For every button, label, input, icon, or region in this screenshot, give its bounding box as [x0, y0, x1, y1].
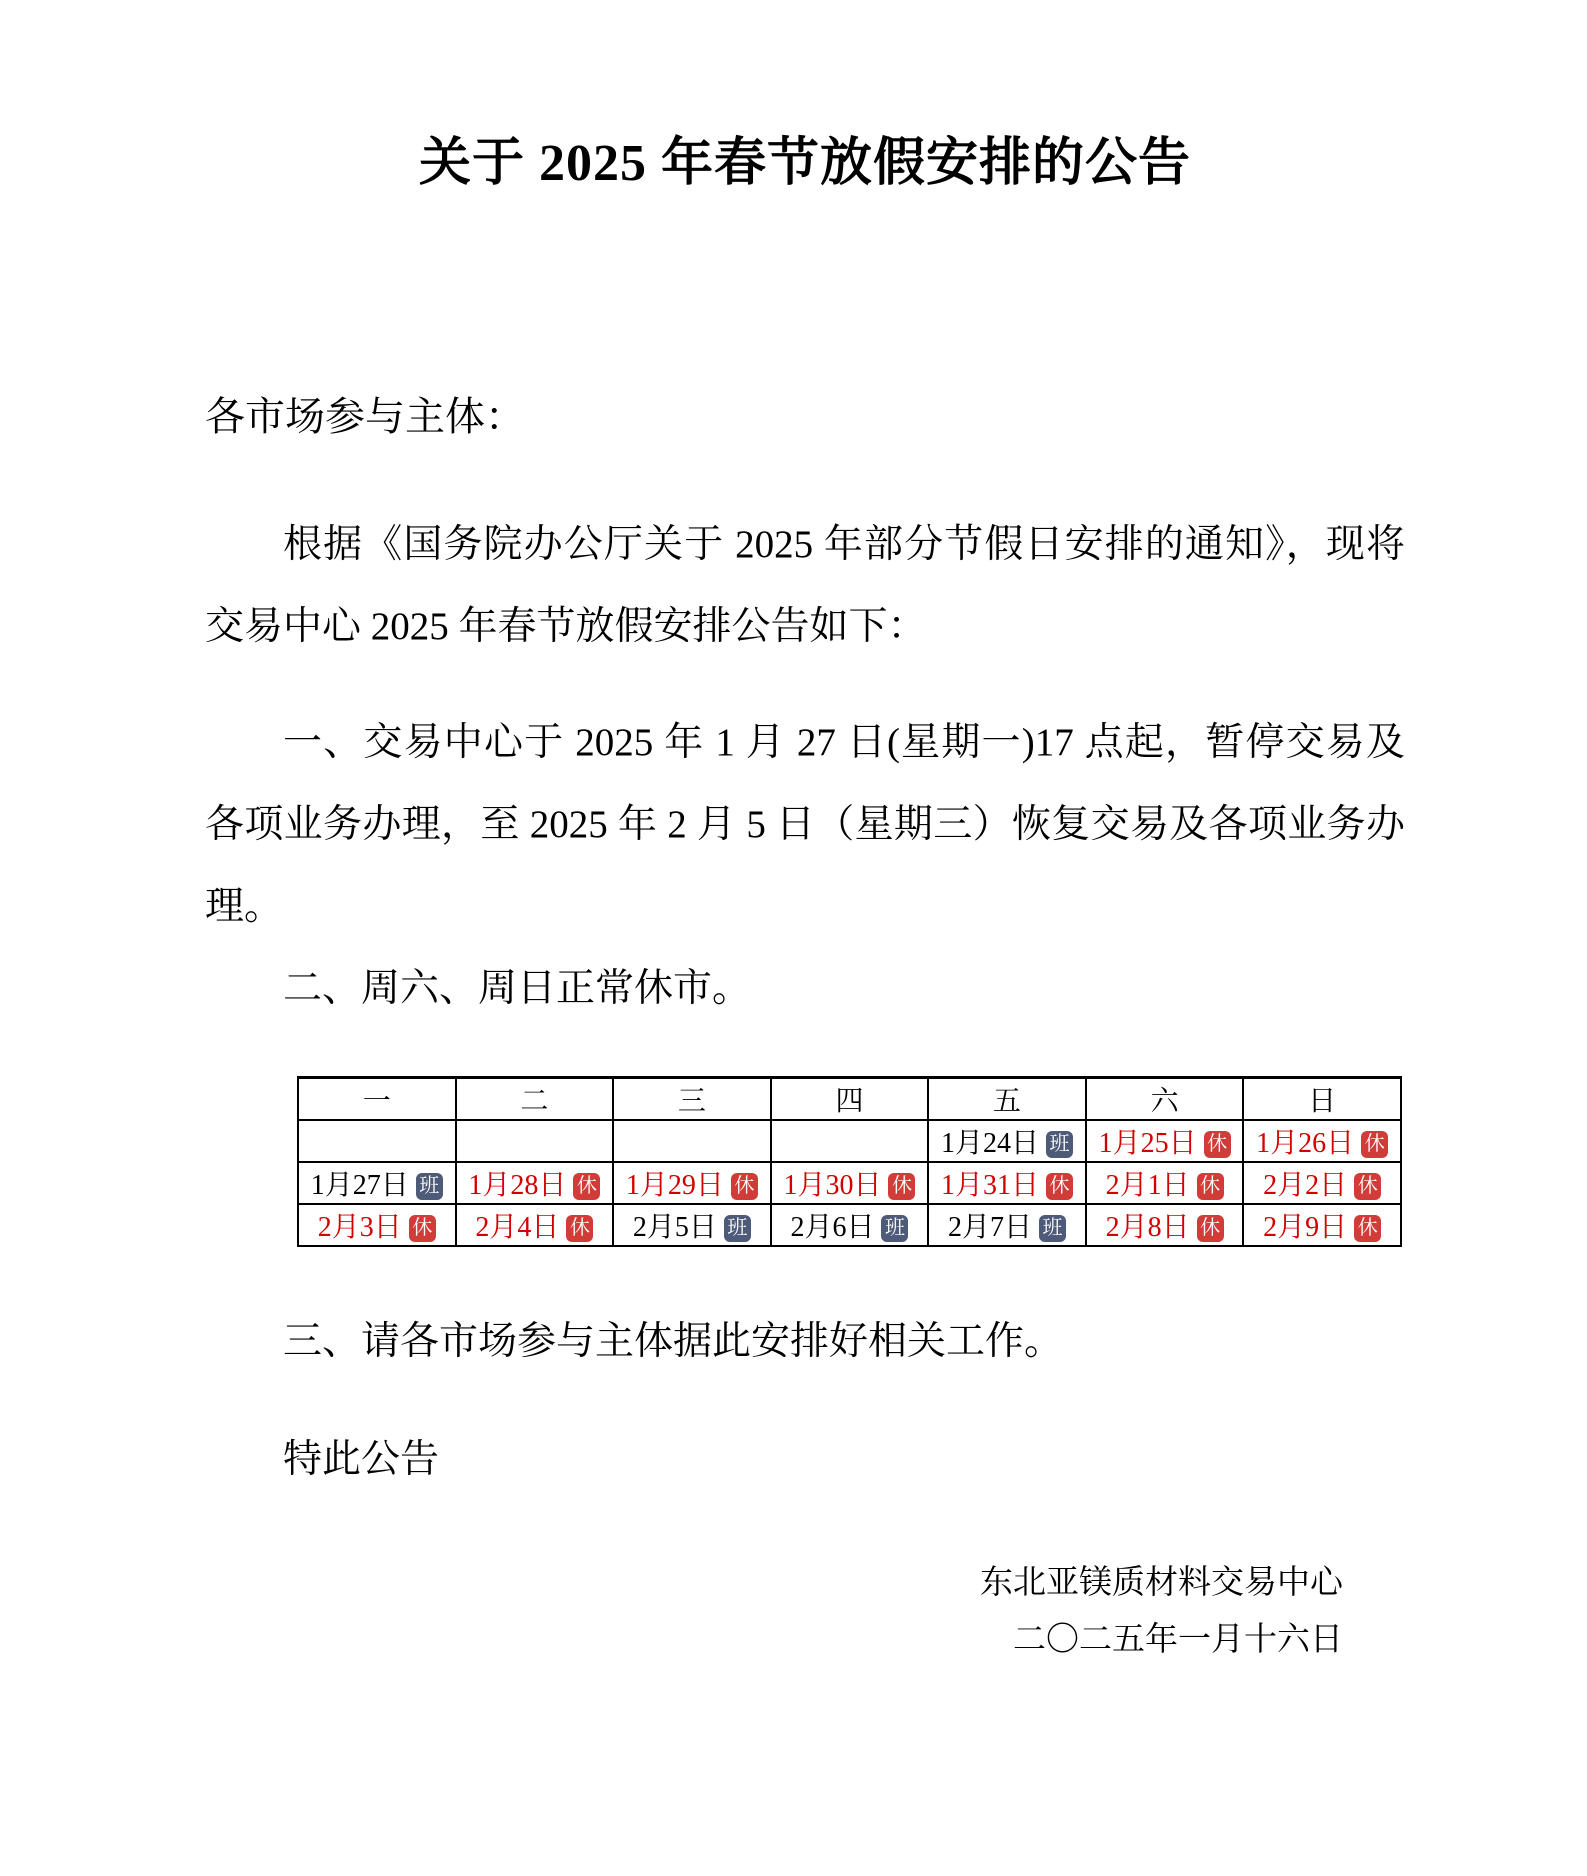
calendar-row [298, 1120, 1401, 1162]
calendar-cell [1243, 1162, 1401, 1204]
calendar-cell [771, 1120, 929, 1162]
salutation: 各市场参与主体： [205, 394, 525, 439]
rest-badge: 休 [888, 1173, 915, 1200]
calendar-cell [1086, 1120, 1244, 1162]
signature-org: 东北亚镁质材料交易中心 [980, 1565, 1343, 1601]
rest-badge: 休 [566, 1215, 593, 1242]
calendar-date: 1月28日 [468, 1170, 567, 1201]
signature-block [205, 1555, 1405, 1669]
calendar-date: 2月7日 [948, 1212, 1033, 1243]
calendar-date: 1月27日 [310, 1170, 409, 1201]
rest-badge: 休 [1046, 1173, 1073, 1200]
weekday-header: 六 [1086, 1078, 1244, 1121]
calendar-cell [456, 1120, 614, 1162]
calendar-cell [456, 1162, 614, 1204]
calendar-cell [1086, 1204, 1244, 1246]
calendar-date: 2月3日 [317, 1212, 402, 1243]
calendar-date: 2月9日 [1263, 1212, 1348, 1243]
weekday-header: 五 [928, 1078, 1086, 1121]
calendar-cell [928, 1204, 1086, 1246]
calendar-row [298, 1204, 1401, 1246]
calendar-cell [1243, 1204, 1401, 1246]
calendar-header-row [298, 1078, 1401, 1121]
paragraph-basis: 根据《国务院办公厅关于 2025 年部分节假日安排的通知》，现将交易中心 2025 年春节放假安排公告如下： [205, 523, 1405, 648]
calendar-date: 2月2日 [1263, 1170, 1348, 1201]
calendar-date: 2月6日 [790, 1212, 875, 1243]
rest-badge: 休 [1361, 1131, 1388, 1158]
rest-badge: 休 [1197, 1173, 1224, 1200]
calendar-cell [1243, 1120, 1401, 1162]
rest-badge: 休 [1197, 1215, 1224, 1242]
calendar-date: 2月4日 [475, 1212, 560, 1243]
work-badge: 班 [724, 1215, 751, 1242]
calendar-cell [456, 1204, 614, 1246]
work-badge: 班 [1046, 1131, 1073, 1158]
rest-badge: 休 [573, 1173, 600, 1200]
calendar-cell [771, 1162, 929, 1204]
calendar-date: 1月31日 [941, 1170, 1040, 1201]
rest-badge: 休 [731, 1173, 758, 1200]
paragraph-item-1: 一、交易中心于 2025 年 1 月 27 日(星期一)17 点起，暂停交易及各项业务办理，至 2025 年 2 月 5 日（星期三）恢复交易及各项业务办理。 [205, 721, 1405, 928]
calendar-date: 2月8日 [1105, 1212, 1190, 1243]
calendar-date: 2月5日 [632, 1212, 717, 1243]
rest-badge: 休 [1204, 1131, 1231, 1158]
calendar-cell [613, 1204, 771, 1246]
weekday-header: 四 [771, 1078, 929, 1121]
signature-date: 二〇二五年一月十六日 [1013, 1622, 1343, 1658]
calendar-date: 1月25日 [1098, 1128, 1197, 1159]
calendar-cell [298, 1204, 456, 1246]
calendar-date: 2月1日 [1105, 1170, 1190, 1201]
calendar-cell [613, 1120, 771, 1162]
calendar-cell [928, 1120, 1086, 1162]
calendar-cell [928, 1162, 1086, 1204]
calendar-table [297, 1076, 1402, 1247]
calendar-cell [613, 1162, 771, 1204]
calendar-cell [298, 1120, 456, 1162]
work-badge: 班 [881, 1215, 908, 1242]
weekday-header: 一 [298, 1078, 456, 1121]
paragraph-item-2: 二、周六、周日正常休市。 [283, 967, 752, 1010]
paragraph-item-3: 三、请各市场参与主体据此安排好相关工作。 [283, 1320, 1064, 1363]
holiday-calendar [297, 1076, 1405, 1247]
calendar-cell [298, 1162, 456, 1204]
rest-badge: 休 [1354, 1215, 1381, 1242]
calendar-cell [771, 1204, 929, 1246]
weekday-header: 日 [1243, 1078, 1401, 1121]
weekday-header: 二 [456, 1078, 614, 1121]
work-badge: 班 [1039, 1215, 1066, 1242]
weekday-header: 三 [613, 1078, 771, 1121]
calendar-date: 1月29日 [625, 1170, 724, 1201]
calendar-cell [1086, 1162, 1244, 1204]
rest-badge: 休 [409, 1215, 436, 1242]
calendar-date: 1月30日 [783, 1170, 882, 1201]
calendar-body [298, 1120, 1401, 1246]
document-title: 关于 2025 年春节放假安排的公告 [418, 135, 1191, 192]
announcement-document [0, 118, 1587, 1876]
rest-badge: 休 [1354, 1173, 1381, 1200]
calendar-date: 1月26日 [1256, 1128, 1355, 1159]
calendar-date: 1月24日 [941, 1128, 1040, 1159]
closing-phrase: 特此公告 [283, 1438, 440, 1481]
calendar-row [298, 1162, 1401, 1204]
work-badge: 班 [416, 1173, 443, 1200]
